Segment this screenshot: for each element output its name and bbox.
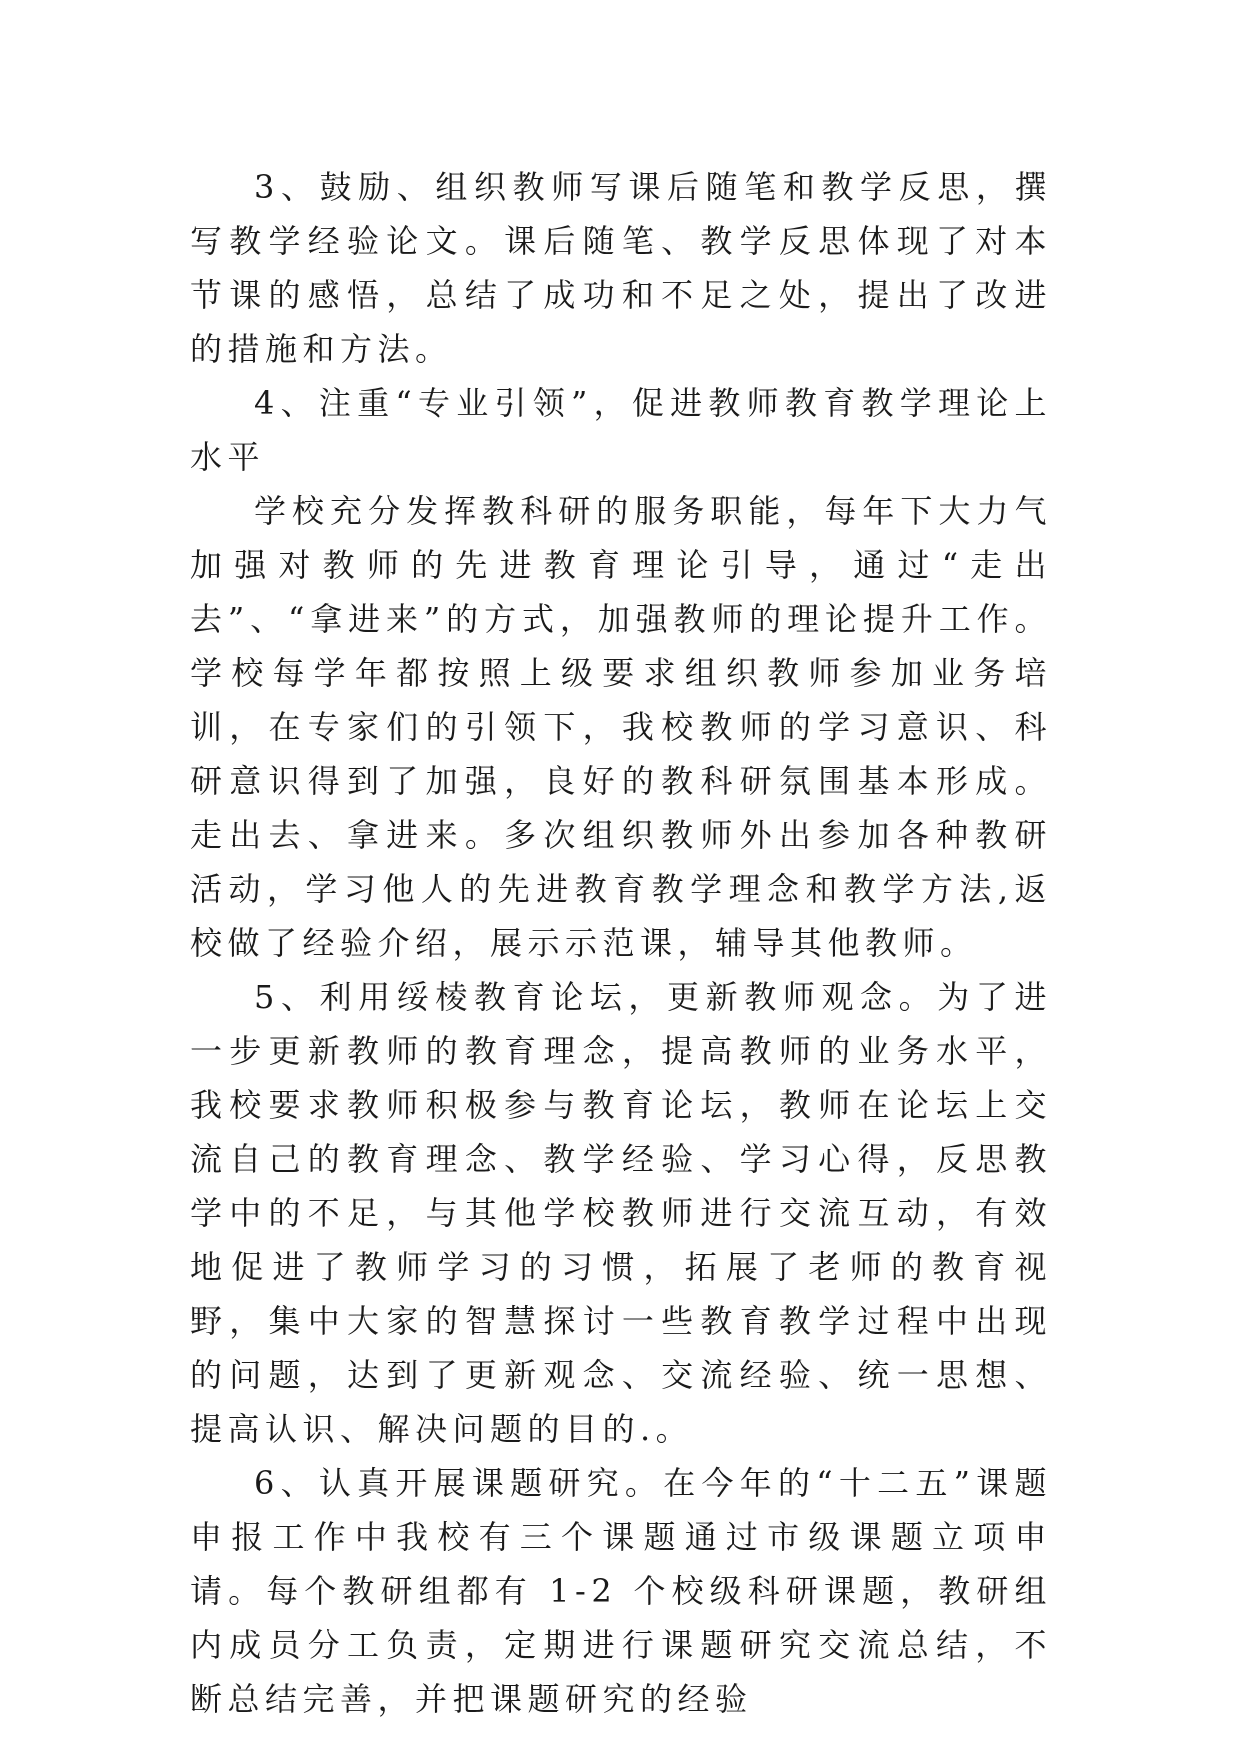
paragraph-professional-guidance: 学校充分发挥教科研的服务职能，每年下大力气加强对教师的先进教育理论引导，通过“走出去”、“拿进来”的方式，加强教师的理论提升工作。学校每学年都按照上级要求组织教师参加业务培训，在专家们的引领下，我校教师的学习意识、科研意识得到了加强，良好的教科研氛围基本形成。走出去、拿进来。多次组织教师外出参加各种教研活动，学习他人的先进教育教学理念和教学方法,返校做了经验介绍，展示示范课，辅导其他教师。 bbox=[190, 492, 1052, 962]
document-body bbox=[190, 160, 1052, 1726]
paragraph-item-5: 5、利用绥棱教育论坛，更新教师观念。为了进一步更新教师的教育理念，提高教师的业务水平，我校要求教师积极参与教育论坛，教师在论坛上交流自己的教育理念、教学经验、学习心得，反思教学中的不足，与其他学校教师进行交流互动，有效地促进了教师学习的习惯，拓展了老师的教育视野，集中大家的智慧探讨一些教育教学过程中出现的问题，达到了更新观念、交流经验、统一思想、提高认识、解决问题的目的.。 bbox=[190, 978, 1052, 1448]
paragraph-heading-4: 4、注重“专业引领”，促进教师教育教学理论上水平 bbox=[190, 384, 1052, 476]
paragraph-item-6: 6、认真开展课题研究。在今年的“十二五”课题申报工作中我校有三个课题通过市级课题立项申请。每个教研组都有 1-2 个校级科研课题，教研组内成员分工负责，定期进行课题研究交流总结，不断总结完善，并把课题研究的经验 bbox=[190, 1464, 1052, 1718]
paragraph-item-3: 3、鼓励、组织教师写课后随笔和教学反思，撰写教学经验论文。课后随笔、教学反思体现了对本节课的感悟，总结了成功和不足之处，提出了改进的措施和方法。 bbox=[190, 168, 1052, 368]
